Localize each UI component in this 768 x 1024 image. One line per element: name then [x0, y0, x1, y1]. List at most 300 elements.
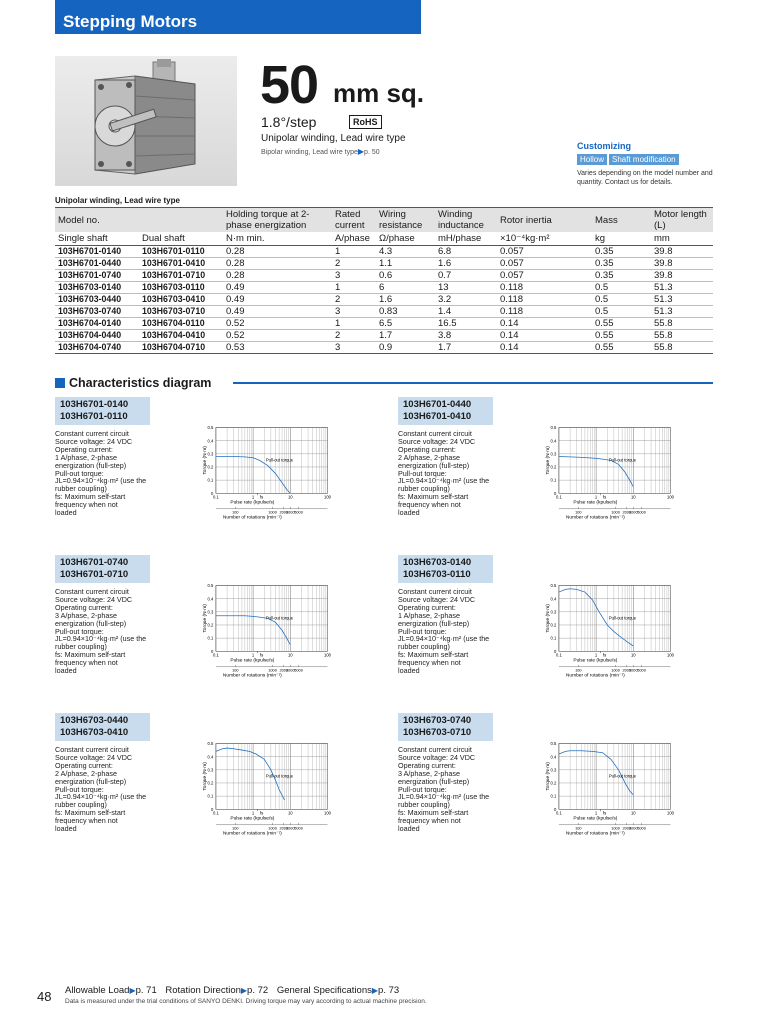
y-tick-label: 0	[553, 806, 557, 812]
y-axis-label: Torque (N·m)	[546, 604, 552, 633]
cell-dual-shaft: 103H6703-0410	[139, 294, 223, 306]
table-row	[55, 306, 713, 318]
unit-mass: kg	[592, 232, 651, 246]
fs-label: fs	[602, 494, 607, 500]
header-wiring-resistance: Wiring resistance	[376, 208, 435, 233]
rotation-tick-label: 1000	[611, 509, 620, 515]
table-row	[55, 318, 713, 330]
table-cell: 39.8	[651, 258, 713, 270]
cell-single-shaft: 103H6701-0140	[55, 246, 139, 258]
y-tick-label: 0.1	[550, 793, 557, 799]
table-cell: 0.6	[376, 270, 435, 282]
y-tick-label: 0	[210, 490, 214, 496]
rotation-tick-label: 5000	[637, 825, 646, 831]
table-cell: 0.5	[592, 282, 651, 294]
diagram-block	[398, 713, 728, 873]
cell-single-shaft: 103H6704-0140	[55, 318, 139, 330]
model-single: 103H6701-0140	[60, 399, 129, 410]
y-tick-label: 0	[210, 648, 214, 654]
x-tick-label: 0.1	[555, 494, 562, 500]
spec-table	[55, 207, 713, 354]
y-tick-label: 0.2	[550, 622, 557, 628]
category-banner	[55, 0, 421, 34]
fs-label: fs	[602, 810, 607, 816]
disclaimer: Data is measured under the trial conditions of SANYO DENKI. Driving torque may vary according to actual machine precision.	[65, 998, 427, 1005]
customizing-title: Customizing	[577, 141, 631, 151]
characteristics-heading	[55, 376, 713, 390]
table-cell: 1.6	[435, 258, 497, 270]
rotation-axis-label: Number of rotations (min⁻¹)	[222, 673, 282, 679]
x-tick-label: 1	[251, 494, 255, 500]
y-tick-label: 0.1	[207, 635, 214, 641]
rohs-badge: RoHS	[349, 115, 382, 129]
rotation-tick-label: 3000	[629, 509, 638, 515]
y-tick-label: 0.3	[550, 609, 557, 615]
x-tick-label: 100	[667, 494, 675, 500]
table-cell: 6	[376, 282, 435, 294]
x-tick-label: 100	[324, 652, 332, 658]
footer-links	[65, 985, 405, 996]
table-cell: 6.5	[376, 318, 435, 330]
table-cell: 6.8	[435, 246, 497, 258]
model-label-box	[55, 555, 150, 583]
y-tick-label: 0.1	[207, 793, 214, 799]
x-tick-label: 10	[287, 810, 293, 816]
table-cell: 0.52	[223, 330, 332, 342]
rotation-tick-label: 100	[232, 509, 239, 515]
x-tick-label: 100	[324, 810, 332, 816]
unit-current: A/phase	[332, 232, 376, 246]
y-tick-label: 0.4	[207, 438, 214, 444]
x-tick-label: 10	[630, 494, 636, 500]
pull-out-torque-annotation: Pull-out torque	[608, 615, 637, 621]
link-label: Rotation Direction	[165, 985, 241, 996]
rotation-tick-label: 100	[575, 667, 582, 673]
customizing-note: Varies depending on the model number and quantity. Contact us for details.	[577, 170, 713, 186]
table-cell: 16.5	[435, 318, 497, 330]
x-axis-label: Pulse rate (kpulse/s)	[573, 658, 618, 664]
table-cell: 1	[332, 318, 376, 330]
model-label-box	[55, 713, 150, 741]
rotation-tick-label: 1000	[268, 825, 277, 831]
y-tick-label: 0.2	[207, 464, 214, 470]
model-dual: 103H6703-0710	[403, 727, 472, 738]
y-tick-label: 0.2	[550, 464, 557, 470]
table-cell: 55.8	[651, 330, 713, 342]
link-general-specifications[interactable]	[277, 985, 399, 996]
table-cell: 0.057	[497, 258, 592, 270]
table-cell: 0.118	[497, 306, 592, 318]
cell-single-shaft: 103H6703-0140	[55, 282, 139, 294]
winding-type: Unipolar winding, Lead wire type	[261, 133, 406, 144]
rotation-tick-label: 2000	[279, 667, 289, 673]
table-cell: 0.35	[592, 258, 651, 270]
table-cell: 0.28	[223, 246, 332, 258]
table-cell: 0.83	[376, 306, 435, 318]
y-tick-label: 0.4	[550, 438, 557, 444]
diagram-block	[55, 555, 385, 715]
table-cell: 55.8	[651, 342, 713, 354]
rotation-tick-label: 3000	[286, 667, 295, 673]
torque-chart	[506, 713, 706, 863]
unit-length: mm	[651, 232, 713, 246]
y-tick-label: 0.1	[207, 477, 214, 483]
test-conditions: Constant current circuit Source voltage: 24 VDC Operating current: 2 A/phase, 2-phase energization (full-step) Pull-out torque: JL=0.94×10⁻⁴kg·m² (use the rubber coupling) fs: Maximum self-start frequency when not loaded	[398, 429, 490, 518]
model-dual: 103H6701-0410	[403, 411, 472, 422]
unit-single-shaft: Single shaft	[55, 232, 139, 246]
diagram-block	[398, 397, 728, 557]
rotation-tick-label: 100	[575, 825, 582, 831]
rotation-tick-label: 1000	[268, 509, 277, 515]
customizing-tags	[577, 154, 679, 165]
unit-inertia: ×10⁻⁴kg·m²	[497, 232, 592, 246]
torque-chart	[163, 555, 363, 705]
y-tick-label: 0.3	[207, 767, 214, 773]
x-tick-label: 10	[630, 652, 636, 658]
y-tick-label: 0.2	[207, 780, 214, 786]
rotation-tick-label: 3000	[286, 825, 295, 831]
triangle-right-icon: ▶	[357, 147, 365, 156]
rotation-tick-label: 100	[575, 509, 582, 515]
x-tick-label: 10	[287, 652, 293, 658]
rotation-tick-label: 2000	[279, 825, 289, 831]
table-cell: 4.3	[376, 246, 435, 258]
table-header-row	[55, 208, 713, 233]
diagram-block	[55, 713, 385, 873]
header-winding-inductance: Winding inductance	[435, 208, 497, 233]
bipolar-reference-text: Bipolar winding, Lead wire type	[261, 149, 358, 156]
table-cell: 0.5	[592, 306, 651, 318]
model-single: 103H6701-0740	[60, 557, 129, 568]
table-units-row	[55, 232, 713, 246]
bipolar-reference[interactable]	[261, 147, 380, 156]
pull-out-torque-annotation: Pull-out torque	[265, 457, 294, 463]
model-label-box	[55, 397, 150, 425]
rotation-tick-label: 5000	[637, 509, 646, 515]
link-rotation-direction[interactable]	[165, 985, 268, 996]
table-cell: 1	[332, 246, 376, 258]
y-tick-label: 0.5	[550, 741, 557, 747]
y-tick-label: 0.3	[550, 451, 557, 457]
cell-single-shaft: 103H6703-0440	[55, 294, 139, 306]
rotation-tick-label: 3000	[286, 509, 295, 515]
fs-label: fs	[259, 494, 264, 500]
table-cell: 2	[332, 330, 376, 342]
table-cell: 3.2	[435, 294, 497, 306]
table-cell: 3	[332, 270, 376, 282]
triangle-right-icon: ▶	[240, 986, 248, 995]
table-cell: 0.55	[592, 330, 651, 342]
torque-chart	[163, 713, 363, 863]
section-title: Characteristics diagram	[69, 376, 212, 390]
table-cell: 0.53	[223, 342, 332, 354]
x-tick-label: 0.1	[555, 810, 562, 816]
link-page: p. 73	[378, 985, 400, 996]
y-tick-label: 0	[553, 490, 557, 496]
section-square-icon	[55, 378, 65, 388]
y-tick-label: 0.1	[550, 635, 557, 641]
category-title: Stepping Motors	[63, 12, 198, 31]
cell-dual-shaft: 103H6703-0710	[139, 306, 223, 318]
x-tick-label: 0.1	[212, 494, 219, 500]
table-row	[55, 270, 713, 282]
table-row	[55, 330, 713, 342]
table-caption: Unipolar winding, Lead wire type	[55, 196, 180, 205]
model-single: 103H6703-0140	[403, 557, 472, 568]
y-tick-label: 0.4	[550, 596, 557, 602]
table-row	[55, 258, 713, 270]
test-conditions: Constant current circuit Source voltage: 24 VDC Operating current: 2 A/phase, 2-phase energization (full-step) Pull-out torque: JL=0.94×10⁻⁴kg·m² (use the rubber coupling) fs: Maximum self-start frequency when not loaded	[55, 745, 147, 834]
rotation-axis-label: Number of rotations (min⁻¹)	[222, 515, 282, 521]
rotation-tick-label: 2000	[622, 509, 632, 515]
y-tick-label: 0.5	[207, 583, 214, 589]
y-tick-label: 0.5	[550, 583, 557, 589]
table-cell: 1.7	[435, 342, 497, 354]
table-cell: 0.28	[223, 270, 332, 282]
unit-dual-shaft: Dual shaft	[139, 232, 223, 246]
header-rated-current: Rated current	[332, 208, 376, 233]
table-row	[55, 294, 713, 306]
cell-dual-shaft: 103H6704-0710	[139, 342, 223, 354]
diagram-block	[398, 555, 728, 715]
table-cell: 0.55	[592, 318, 651, 330]
y-tick-label: 0.4	[550, 754, 557, 760]
table-cell: 0.49	[223, 294, 332, 306]
motor-image	[55, 56, 237, 186]
link-label: Allowable Load	[65, 985, 130, 996]
pull-out-torque-annotation: Pull-out torque	[265, 615, 294, 621]
fs-label: fs	[259, 810, 264, 816]
y-axis-label: Torque (N·m)	[203, 604, 209, 633]
cell-single-shaft: 103H6701-0440	[55, 258, 139, 270]
pull-out-torque-annotation: Pull-out torque	[608, 457, 637, 463]
table-cell: 0.118	[497, 294, 592, 306]
header-mass: Mass	[592, 208, 651, 233]
unit-torque: N·m min.	[223, 232, 332, 246]
table-cell: 2	[332, 294, 376, 306]
link-allowable-load[interactable]	[65, 985, 157, 996]
size-unit: mm sq.	[333, 78, 425, 108]
test-conditions: Constant current circuit Source voltage: 24 VDC Operating current: 1 A/phase, 2-phase energization (full-step) Pull-out torque: JL=0.94×10⁻⁴kg·m² (use the rubber coupling) fs: Maximum self-start frequency when not loaded	[398, 587, 490, 676]
pull-out-torque-annotation: Pull-out torque	[265, 773, 294, 779]
rotation-tick-label: 5000	[637, 667, 646, 673]
x-tick-label: 0.1	[555, 652, 562, 658]
rotation-tick-label: 5000	[294, 667, 303, 673]
table-cell: 1.4	[435, 306, 497, 318]
rotation-axis-label: Number of rotations (min⁻¹)	[565, 831, 625, 837]
x-tick-label: 1	[251, 652, 255, 658]
table-cell: 1	[332, 282, 376, 294]
table-cell: 39.8	[651, 270, 713, 282]
triangle-right-icon: ▶	[371, 986, 379, 995]
bipolar-reference-page: p. 50	[364, 149, 380, 156]
y-tick-label: 0.3	[207, 451, 214, 457]
cell-single-shaft: 103H6704-0440	[55, 330, 139, 342]
y-tick-label: 0.3	[550, 767, 557, 773]
diagram-block	[55, 397, 385, 557]
x-tick-label: 100	[324, 494, 332, 500]
model-dual: 103H6703-0410	[60, 727, 129, 738]
rotation-axis-label: Number of rotations (min⁻¹)	[565, 515, 625, 521]
unit-resistance: Ω/phase	[376, 232, 435, 246]
table-cell: 2	[332, 258, 376, 270]
table-row	[55, 246, 713, 258]
pull-out-torque-annotation: Pull-out torque	[608, 773, 637, 779]
x-axis-label: Pulse rate (kpulse/s)	[230, 658, 275, 664]
rotation-tick-label: 100	[232, 825, 239, 831]
model-dual: 103H6701-0710	[60, 569, 129, 580]
x-axis-label: Pulse rate (kpulse/s)	[230, 816, 275, 822]
y-tick-label: 0.3	[207, 609, 214, 615]
y-tick-label: 0.4	[207, 754, 214, 760]
y-tick-label: 0.1	[550, 477, 557, 483]
table-cell: 0.55	[592, 342, 651, 354]
x-tick-label: 0.1	[212, 652, 219, 658]
rotation-tick-label: 3000	[629, 667, 638, 673]
y-tick-label: 0.2	[207, 622, 214, 628]
table-cell: 0.35	[592, 270, 651, 282]
triangle-right-icon: ▶	[129, 986, 136, 995]
rotation-tick-label: 2000	[622, 667, 632, 673]
tag-shaft-modification: Shaft modification	[609, 154, 679, 165]
cell-dual-shaft: 103H6703-0110	[139, 282, 223, 294]
cell-dual-shaft: 103H6701-0710	[139, 270, 223, 282]
x-tick-label: 1	[594, 652, 598, 658]
table-cell: 0.49	[223, 282, 332, 294]
rotation-tick-label: 2000	[622, 825, 632, 831]
torque-chart	[506, 555, 706, 705]
link-page: p. 72	[247, 985, 269, 996]
x-tick-label: 100	[667, 810, 675, 816]
rotation-tick-label: 2000	[279, 509, 289, 515]
torque-chart	[163, 397, 363, 547]
table-cell: 1.6	[376, 294, 435, 306]
y-axis-label: Torque (N·m)	[203, 446, 209, 475]
x-axis-label: Pulse rate (kpulse/s)	[230, 500, 275, 506]
model-label-box	[398, 713, 493, 741]
y-tick-label: 0.2	[550, 780, 557, 786]
table-cell: 0.057	[497, 270, 592, 282]
table-cell: 0.7	[435, 270, 497, 282]
table-cell: 3.8	[435, 330, 497, 342]
section-rule	[233, 382, 713, 384]
y-axis-label: Torque (N·m)	[546, 762, 552, 791]
table-row	[55, 342, 713, 354]
spec-table-body	[55, 246, 713, 354]
cell-dual-shaft: 103H6701-0110	[139, 246, 223, 258]
table-cell: 51.3	[651, 282, 713, 294]
x-axis-label: Pulse rate (kpulse/s)	[573, 816, 618, 822]
y-axis-label: Torque (N·m)	[203, 762, 209, 791]
table-cell: 0.14	[497, 318, 592, 330]
model-dual: 103H6701-0110	[60, 411, 128, 422]
y-tick-label: 0.5	[550, 425, 557, 431]
header-motor-length: Motor length (L)	[651, 208, 713, 233]
cell-single-shaft: 103H6703-0740	[55, 306, 139, 318]
cell-dual-shaft: 103H6701-0410	[139, 258, 223, 270]
table-cell: 0.14	[497, 330, 592, 342]
rotation-tick-label: 1000	[268, 667, 277, 673]
size-number: 50	[260, 55, 319, 115]
step-angle: 1.8°/step	[261, 114, 317, 130]
table-cell: 0.118	[497, 282, 592, 294]
header-model-no: Model no.	[55, 208, 223, 233]
table-cell: 0.28	[223, 258, 332, 270]
unit-inductance: mH/phase	[435, 232, 497, 246]
tag-hollow: Hollow	[577, 154, 607, 165]
torque-chart	[506, 397, 706, 547]
y-tick-label: 0.4	[207, 596, 214, 602]
y-tick-label: 0.5	[207, 425, 214, 431]
fs-label: fs	[259, 652, 264, 658]
y-axis-label: Torque (N·m)	[546, 446, 552, 475]
rotation-axis-label: Number of rotations (min⁻¹)	[222, 831, 282, 837]
table-cell: 39.8	[651, 246, 713, 258]
cell-dual-shaft: 103H6704-0110	[139, 318, 223, 330]
table-cell: 13	[435, 282, 497, 294]
x-tick-label: 1	[251, 810, 255, 816]
page-number: 48	[37, 989, 52, 1004]
x-tick-label: 1	[594, 810, 598, 816]
y-tick-label: 0.5	[207, 741, 214, 747]
test-conditions: Constant current circuit Source voltage: 24 VDC Operating current: 3 A/phase, 2-phase energization (full-step) Pull-out torque: JL=0.94×10⁻⁴kg·m² (use the rubber coupling) fs: Maximum self-start frequency when not loaded	[55, 587, 147, 676]
table-cell: 0.49	[223, 306, 332, 318]
x-tick-label: 1	[594, 494, 598, 500]
model-single: 103H6703-0440	[60, 715, 129, 726]
x-tick-label: 0.1	[212, 810, 219, 816]
x-tick-label: 10	[630, 810, 636, 816]
x-tick-label: 100	[667, 652, 675, 658]
cell-single-shaft: 103H6701-0740	[55, 270, 139, 282]
table-cell: 0.52	[223, 318, 332, 330]
y-tick-label: 0	[210, 806, 214, 812]
cell-single-shaft: 103H6704-0740	[55, 342, 139, 354]
table-cell: 3	[332, 306, 376, 318]
rotation-tick-label: 100	[232, 667, 239, 673]
table-row	[55, 282, 713, 294]
link-label: General Specifications	[276, 985, 372, 996]
header-rotor-inertia: Rotor inertia	[497, 208, 592, 233]
product-photo	[55, 56, 237, 186]
table-cell: 51.3	[651, 306, 713, 318]
link-page: p. 71	[135, 985, 157, 996]
table-cell: 0.5	[592, 294, 651, 306]
rotation-tick-label: 1000	[611, 825, 620, 831]
test-conditions: Constant current circuit Source voltage: 24 VDC Operating current: 3 A/phase, 2-phase energization (full-step) Pull-out torque: JL=0.94×10⁻⁴kg·m² (use the rubber coupling) fs: Maximum self-start frequency when not loaded	[398, 745, 490, 834]
table-cell: 55.8	[651, 318, 713, 330]
table-cell: 3	[332, 342, 376, 354]
test-conditions: Constant current circuit Source voltage: 24 VDC Operating current: 1 A/phase, 2-phase energization (full-step) Pull-out torque: JL=0.94×10⁻⁴kg·m² (use the rubber coupling) fs: Maximum self-start frequency when not loaded	[55, 429, 147, 518]
table-cell: 0.35	[592, 246, 651, 258]
rotation-tick-label: 1000	[611, 667, 620, 673]
y-tick-label: 0	[553, 648, 557, 654]
fs-label: fs	[602, 652, 607, 658]
model-single: 103H6701-0440	[403, 399, 472, 410]
table-cell: 1.1	[376, 258, 435, 270]
model-label-box	[398, 397, 493, 425]
rotation-axis-label: Number of rotations (min⁻¹)	[565, 673, 625, 679]
model-dual: 103H6703-0110	[403, 569, 471, 580]
x-tick-label: 10	[287, 494, 293, 500]
rotation-tick-label: 5000	[294, 825, 303, 831]
rotation-tick-label: 3000	[629, 825, 638, 831]
table-cell: 51.3	[651, 294, 713, 306]
table-cell: 0.057	[497, 246, 592, 258]
table-cell: 0.14	[497, 342, 592, 354]
model-single: 103H6703-0740	[403, 715, 472, 726]
header-holding-torque: Holding torque at 2-phase energization	[223, 208, 332, 233]
table-cell: 1.7	[376, 330, 435, 342]
